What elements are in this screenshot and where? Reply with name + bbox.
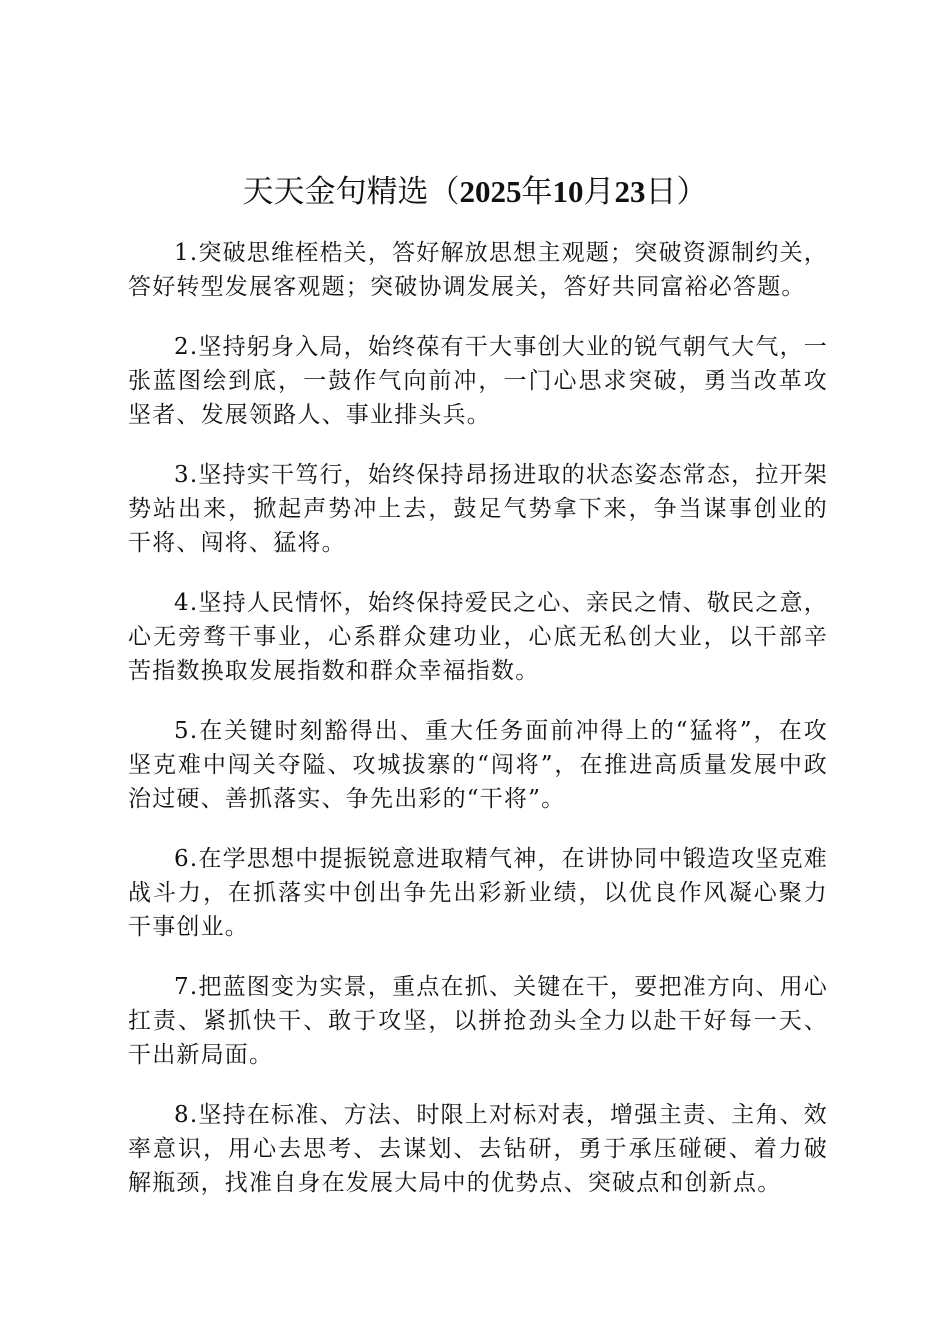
quote-paragraph-1: 1.突破思维桎梏关，答好解放思想主观题；突破资源制约关，答好转型发展客观题；突破协调发展关，答好共同富裕必答题。 [128,240,828,300]
document-title [128,168,822,216]
quote-paragraph-2: 2.坚持躬身入局，始终葆有干大事创大业的锐气朝气大气，一张蓝图绘到底，一鼓作气向前冲，一门心思求突破，勇当改革攻坚者、发展领路人、事业排头兵。 [128,334,828,428]
title-year: 2025 [459,174,522,209]
title-month: 10 [552,174,584,209]
document-body [128,236,828,1226]
quote-paragraph-5: 5.在关键时刻豁得出、重大任务面前冲得上的“猛将”，在攻坚克难中闯关夺隘、攻城拔寨的“闯将”，在推进高质量发展中政治过硬、善抓落实、争先出彩的“干将”。 [128,718,828,812]
quote-paragraph-4: 4.坚持人民情怀，始终保持爱民之心、亲民之情、敬民之意，心无旁骛干事业，心系群众建功业，心底无私创大业，以干部辛苦指数换取发展指数和群众幸福指数。 [128,590,828,684]
title-text-4: 日） [645,174,708,209]
title-text-3: 月 [583,174,615,209]
title-text-1: 天天金句精选（ [242,174,460,209]
quote-paragraph-6: 6.在学思想中提振锐意进取精气神，在讲协同中锻造攻坚克难战斗力，在抓落实中创出争先出彩新业绩，以优良作风凝心聚力干事创业。 [128,846,828,940]
title-day: 23 [614,174,646,209]
quote-paragraph-3: 3.坚持实干笃行，始终保持昂扬进取的状态姿态常态，拉开架势站出来，掀起声势冲上去，鼓足气势拿下来，争当谋事创业的干将、闯将、猛将。 [128,462,828,556]
quote-paragraph-8: 8.坚持在标准、方法、时限上对标对表，增强主责、主角、效率意识，用心去思考、去谋划、去钻研，勇于承压碰硬、着力破解瓶颈，找准自身在发展大局中的优势点、突破点和创新点。 [128,1102,828,1196]
title-text-2: 年 [521,174,553,209]
quote-paragraph-7: 7.把蓝图变为实景，重点在抓、关键在干，要把准方向、用心扛责、紧抓快干、敢于攻坚，以拼抢劲头全力以赴干好每一天、干出新局面。 [128,974,828,1068]
